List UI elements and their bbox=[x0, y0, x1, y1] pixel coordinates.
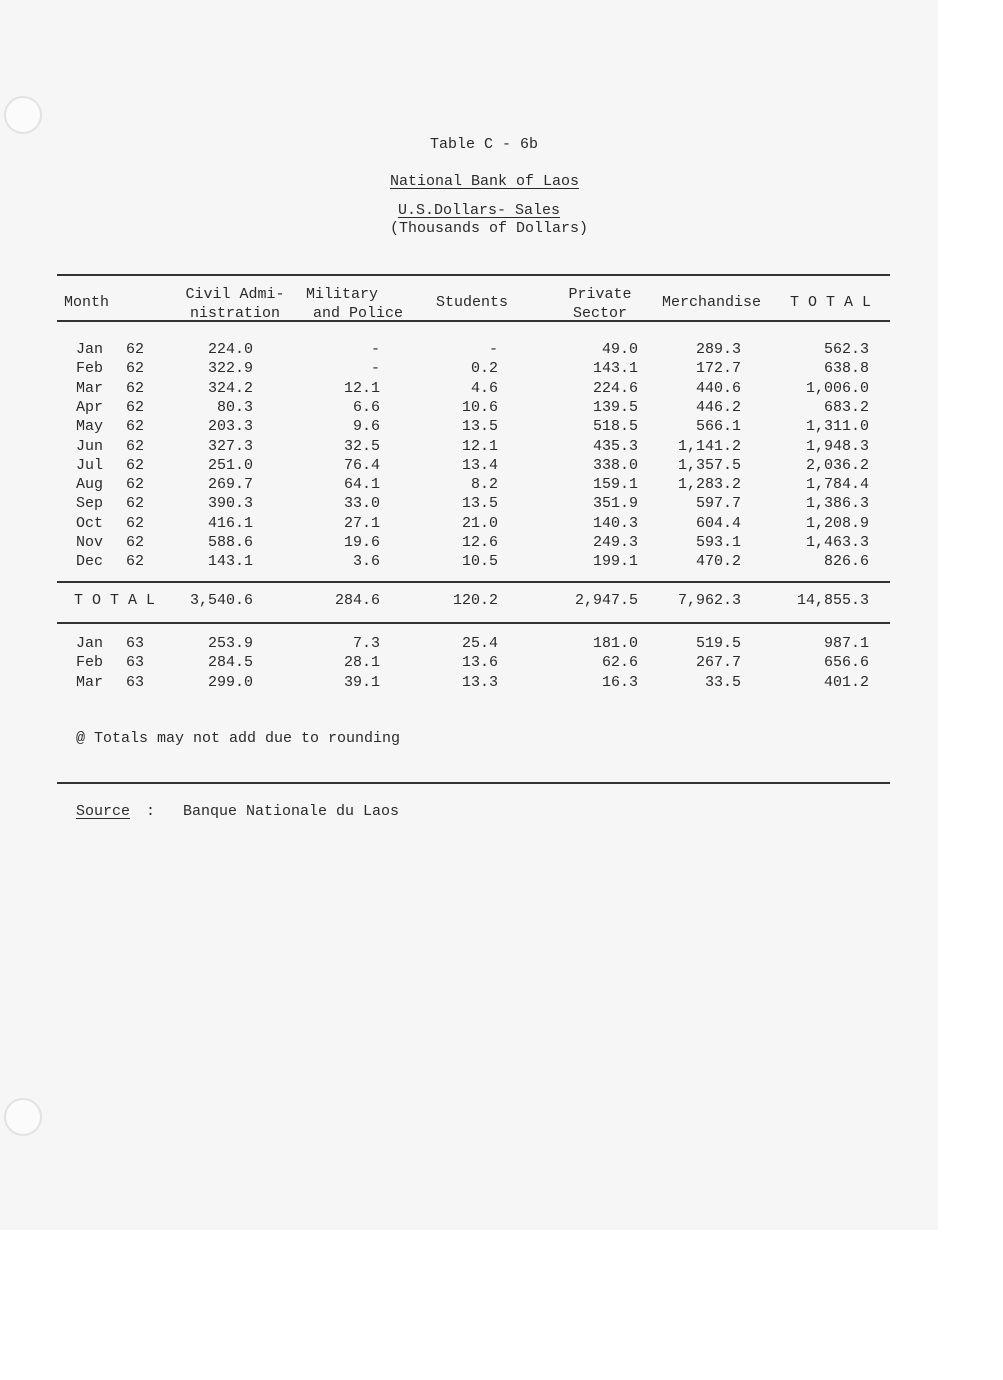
cell-students: 12.1 bbox=[461, 437, 498, 455]
cell-private: 62.6 bbox=[601, 654, 638, 672]
table-subtitle: U.S.Dollars- Sales bbox=[398, 202, 561, 219]
cell-students: 13.4 bbox=[461, 456, 498, 474]
cell-year: 62 bbox=[126, 379, 145, 397]
cell-military: 39.1 bbox=[343, 673, 380, 691]
cell-month: Feb bbox=[76, 654, 104, 672]
cell-students: 10.6 bbox=[461, 398, 498, 416]
cell-private: 224.6 bbox=[592, 379, 638, 397]
cell-civil: 390.3 bbox=[207, 495, 253, 513]
cell-total: 826.6 bbox=[823, 553, 869, 571]
cell-private: 199.1 bbox=[592, 553, 638, 571]
header-bottom-rule bbox=[57, 320, 890, 322]
cell-students: 13.6 bbox=[461, 654, 498, 672]
cell-civil: 299.0 bbox=[207, 673, 253, 691]
cell-year: 62 bbox=[126, 495, 145, 513]
cell-students: 4.6 bbox=[470, 379, 498, 397]
cell-year: 63 bbox=[126, 635, 145, 652]
cell-private: 16.3 bbox=[601, 673, 638, 691]
cell-civil: 269.7 bbox=[207, 476, 253, 494]
cell-military: 64.1 bbox=[343, 476, 380, 494]
cell-year: 63 bbox=[126, 654, 145, 672]
cell-civil: 284.5 bbox=[207, 654, 253, 672]
cell-month: Dec bbox=[76, 553, 104, 571]
cell-military: 28.1 bbox=[343, 654, 380, 672]
cell-military: 27.1 bbox=[343, 514, 380, 532]
cell-military: - bbox=[370, 341, 380, 358]
cell-year: 62 bbox=[126, 534, 145, 551]
cell-merch: 604.4 bbox=[695, 514, 741, 532]
cell-year: 62 bbox=[126, 514, 145, 532]
cell-civil: 327.3 bbox=[207, 437, 253, 455]
source-label: Source bbox=[76, 803, 131, 820]
cell-civil: 143.1 bbox=[207, 553, 253, 571]
cell-total: 683.2 bbox=[823, 398, 869, 416]
total-private: 2,947.5 bbox=[574, 592, 638, 609]
column-header-students: Students bbox=[436, 294, 509, 311]
source-separator: : bbox=[146, 803, 156, 820]
cell-military: 19.6 bbox=[343, 534, 380, 551]
cell-military: 6.6 bbox=[352, 398, 380, 416]
cell-civil: 251.0 bbox=[207, 456, 253, 474]
column-header-merchandise: Merchandise bbox=[662, 294, 762, 311]
cell-merch: 267.7 bbox=[695, 654, 741, 672]
table-top-rule bbox=[57, 274, 890, 276]
cell-month: Jan bbox=[76, 635, 104, 652]
table-number: Table C - 6b bbox=[430, 136, 539, 153]
cell-year: 62 bbox=[126, 476, 145, 494]
footer-rule bbox=[57, 782, 890, 784]
cell-civil: 416.1 bbox=[207, 514, 253, 532]
cell-month: Nov bbox=[76, 534, 104, 551]
column-header-total: T O T A L bbox=[790, 294, 872, 311]
column-header-private: Private Sector bbox=[568, 286, 632, 322]
cell-students: - bbox=[488, 341, 498, 358]
total-civil: 3,540.6 bbox=[189, 592, 253, 609]
cell-month: May bbox=[76, 418, 104, 436]
cell-month: Jun bbox=[76, 437, 104, 455]
cell-merch: 289.3 bbox=[695, 341, 741, 358]
cell-private: 143.1 bbox=[592, 360, 638, 378]
cell-merch: 519.5 bbox=[695, 635, 741, 652]
total-students: 120.2 bbox=[452, 592, 498, 609]
cell-month: Apr bbox=[76, 398, 104, 416]
totals-label: T O T A L bbox=[74, 592, 156, 609]
cell-merch: 440.6 bbox=[695, 379, 741, 397]
cell-month: Feb bbox=[76, 360, 104, 378]
total-merch: 7,962.3 bbox=[677, 592, 741, 609]
cell-private: 435.3 bbox=[592, 437, 638, 455]
cell-total: 1,386.3 bbox=[805, 495, 869, 513]
total-total: 14,855.3 bbox=[796, 592, 869, 609]
cell-private: 249.3 bbox=[592, 534, 638, 551]
cell-total: 656.6 bbox=[823, 654, 869, 672]
cell-total: 1,948.3 bbox=[805, 437, 869, 455]
cell-military: 76.4 bbox=[343, 456, 380, 474]
cell-year: 62 bbox=[126, 418, 145, 436]
cell-year: 62 bbox=[126, 398, 145, 416]
cell-total: 1,463.3 bbox=[805, 534, 869, 551]
cell-month: Jul bbox=[76, 456, 104, 474]
cell-year: 63 bbox=[126, 673, 145, 691]
cell-students: 12.6 bbox=[461, 534, 498, 551]
cell-civil: 588.6 bbox=[207, 534, 253, 551]
cell-merch: 446.2 bbox=[695, 398, 741, 416]
column-header-military: Military and Police bbox=[306, 286, 403, 322]
cell-civil: 322.9 bbox=[207, 360, 253, 378]
cell-students: 25.4 bbox=[461, 635, 498, 652]
rounding-footnote: @ Totals may not add due to rounding bbox=[76, 730, 401, 747]
cell-merch: 33.5 bbox=[704, 673, 741, 691]
table-units: (Thousands of Dollars) bbox=[390, 220, 589, 237]
cell-total: 1,208.9 bbox=[805, 514, 869, 532]
cell-month: Oct bbox=[76, 514, 104, 532]
punch-hole-top bbox=[4, 96, 42, 134]
cell-year: 62 bbox=[126, 360, 145, 378]
totals-bottom-rule bbox=[57, 622, 890, 624]
cell-private: 159.1 bbox=[592, 476, 638, 494]
punch-hole-bottom bbox=[4, 1098, 42, 1136]
cell-merch: 1,141.2 bbox=[677, 437, 741, 455]
cell-students: 13.3 bbox=[461, 673, 498, 691]
cell-private: 518.5 bbox=[592, 418, 638, 436]
cell-private: 351.9 bbox=[592, 495, 638, 513]
column-header-month: Month bbox=[64, 294, 110, 311]
cell-total: 1,784.4 bbox=[805, 476, 869, 494]
cell-month: Aug bbox=[76, 476, 104, 494]
cell-civil: 80.3 bbox=[216, 398, 253, 416]
cell-year: 62 bbox=[126, 341, 145, 358]
cell-private: 181.0 bbox=[592, 635, 638, 652]
cell-total: 1,006.0 bbox=[805, 379, 869, 397]
cell-merch: 593.1 bbox=[695, 534, 741, 551]
cell-month: Mar bbox=[76, 673, 104, 691]
cell-merch: 1,357.5 bbox=[677, 456, 741, 474]
cell-military: - bbox=[370, 360, 380, 378]
cell-year: 62 bbox=[126, 456, 145, 474]
totals-top-rule bbox=[57, 581, 890, 583]
cell-total: 1,311.0 bbox=[805, 418, 869, 436]
cell-merch: 566.1 bbox=[695, 418, 741, 436]
cell-military: 7.3 bbox=[352, 635, 380, 652]
cell-military: 12.1 bbox=[343, 379, 380, 397]
cell-civil: 324.2 bbox=[207, 379, 253, 397]
cell-private: 49.0 bbox=[601, 341, 638, 358]
cell-students: 13.5 bbox=[461, 495, 498, 513]
cell-students: 21.0 bbox=[461, 514, 498, 532]
cell-total: 638.8 bbox=[823, 360, 869, 378]
cell-civil: 224.0 bbox=[207, 341, 253, 358]
cell-military: 3.6 bbox=[352, 553, 380, 571]
cell-students: 10.5 bbox=[461, 553, 498, 571]
cell-students: 0.2 bbox=[470, 360, 498, 378]
cell-private: 338.0 bbox=[592, 456, 638, 474]
cell-students: 13.5 bbox=[461, 418, 498, 436]
cell-total: 2,036.2 bbox=[805, 456, 869, 474]
cell-private: 139.5 bbox=[592, 398, 638, 416]
column-header-civil: Civil Admi- nistration bbox=[185, 286, 285, 322]
cell-year: 62 bbox=[126, 553, 145, 571]
cell-military: 32.5 bbox=[343, 437, 380, 455]
cell-merch: 172.7 bbox=[695, 360, 741, 378]
cell-merch: 597.7 bbox=[695, 495, 741, 513]
cell-military: 9.6 bbox=[352, 418, 380, 436]
source-text: Banque Nationale du Laos bbox=[183, 803, 400, 820]
cell-total: 562.3 bbox=[823, 341, 869, 358]
cell-civil: 203.3 bbox=[207, 418, 253, 436]
cell-civil: 253.9 bbox=[207, 635, 253, 652]
cell-merch: 470.2 bbox=[695, 553, 741, 571]
total-military: 284.6 bbox=[334, 592, 380, 609]
cell-students: 8.2 bbox=[470, 476, 498, 494]
cell-month: Mar bbox=[76, 379, 104, 397]
cell-year: 62 bbox=[126, 437, 145, 455]
cell-month: Jan bbox=[76, 341, 104, 358]
bank-title: National Bank of Laos bbox=[390, 173, 580, 190]
cell-military: 33.0 bbox=[343, 495, 380, 513]
cell-private: 140.3 bbox=[592, 514, 638, 532]
cell-merch: 1,283.2 bbox=[677, 476, 741, 494]
cell-total: 987.1 bbox=[823, 635, 869, 652]
cell-month: Sep bbox=[76, 495, 104, 513]
cell-total: 401.2 bbox=[823, 673, 869, 691]
